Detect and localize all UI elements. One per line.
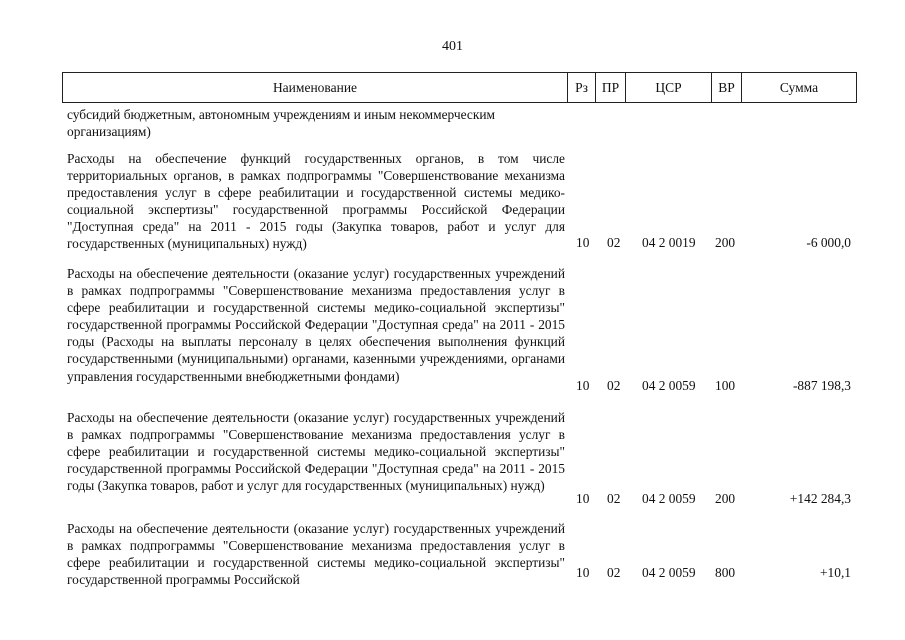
header-csr: ЦСР	[626, 73, 712, 102]
budget-table	[62, 72, 857, 103]
row-csr: 04 2 0059	[642, 565, 696, 580]
row-description: Расходы на обеспечение деятельности (оказание услуг) государственных учреждений в рамках подпрограммы "Совершенствование механизма предоставления услуг в сфере реабилитации и государственной системы медико-социальной экспертизы" государственной программы Российской	[67, 521, 565, 588]
row-vr: 200	[715, 491, 736, 506]
row-sum: +142 284,3	[789, 491, 851, 506]
header-pr: ПР	[596, 73, 626, 102]
row-sum: +10,1	[820, 565, 851, 580]
header-name: Наименование	[63, 73, 568, 102]
row-description: Расходы на обеспечение деятельности (оказание услуг) государственных учреждений в рамках подпрограммы "Совершенствование механизма предоставления услуг в сфере реабилитации и государственной системы медико-социальной экспертизы" государственной программы Российской Федерации "Доступная среда" на 2011 - 2015 годы (Закупка товаров, работ и услуг для государственных (муниципальных) нужд)	[67, 410, 565, 494]
row-vr: 100	[715, 378, 736, 393]
row-pr: 02	[607, 235, 621, 250]
row-pr: 02	[607, 491, 621, 506]
row-rz: 10	[576, 235, 590, 250]
row-description: Расходы на обеспечение функций государственных органов, в том числе территориальных органов, в рамках подпрограммы "Совершенствование механизма предоставления услуг в сфере реабилитации и государственной системы медико-социальной экспертизы" государственной программы Российской Федерации "Доступная среда" на 2011 - 2015 годы (Закупка товаров, работ и услуг для государственных (муниципальных) нужд)	[67, 151, 565, 252]
header-rz: Рз	[568, 73, 596, 102]
page-number: 401	[442, 39, 463, 54]
row-csr: 04 2 0059	[642, 491, 696, 506]
table-header	[62, 72, 857, 103]
row-vr: 800	[715, 565, 736, 580]
row-csr: 04 2 0059	[642, 378, 696, 393]
header-sum: Сумма	[779, 79, 819, 95]
row-pr: 02	[607, 565, 621, 580]
row-vr: 200	[715, 235, 736, 250]
row-description: Расходы на обеспечение деятельности (оказание услуг) государственных учреждений в рамках подпрограммы "Совершенствование механизма предоставления услуг в сфере реабилитации и государственной системы медико-социальной экспертизы" государственной программы Российской Федерации "Доступная среда" на 2011 - 2015 годы (Расходы на выплаты персоналу в целях обеспечения выполнения функций государственными (муниципальными) органами, казенными учреждениями, органами управления государственными внебюджетными фондами)	[67, 266, 565, 384]
row-pr: 02	[607, 378, 621, 393]
row-rz: 10	[576, 565, 590, 580]
intro-text: субсидий бюджетным, автономным учреждениям и иным некоммерческим организациям)	[67, 107, 496, 139]
row-sum: -6 000,0	[806, 235, 851, 250]
row-sum: -887 198,3	[792, 378, 851, 393]
header-vr: ВР	[712, 73, 742, 102]
row-csr: 04 2 0019	[642, 235, 696, 250]
row-rz: 10	[576, 378, 590, 393]
row-rz: 10	[576, 491, 590, 506]
